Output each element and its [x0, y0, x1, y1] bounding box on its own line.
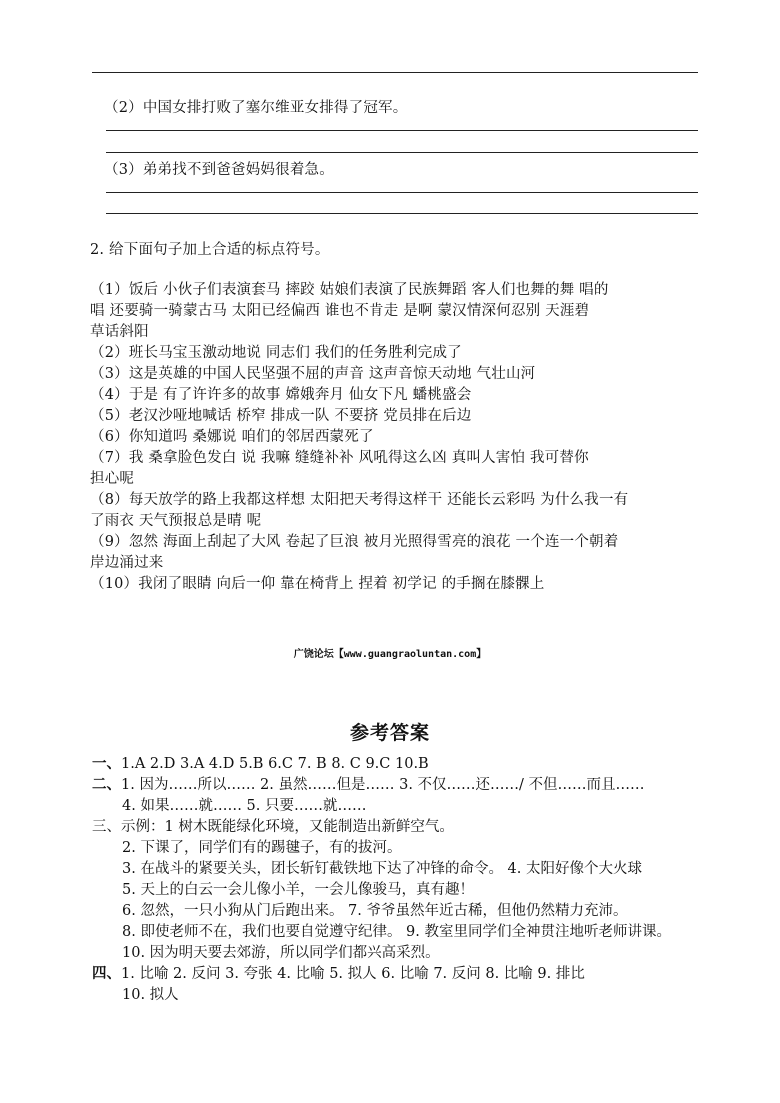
page-footer: 广饶论坛【www.guangraoluntan.com】	[293, 649, 487, 660]
punct-line: （9）忽然 海面上刮起了大风 卷起了巨浪 被月光照得雪亮的浪花 一个连一个朝着	[90, 534, 619, 550]
answer-section-label: 二、	[92, 776, 121, 793]
punct-line: （7）我 桑拿脸色发白 说 我嘛 缝缝补补 风吼得这么凶 真叫人害怕 我可替你	[90, 450, 589, 466]
answer-text: 1.A 2.D 3.A 4.D 5.B 6.C 7. B 8. C 9.C 10.B	[121, 756, 429, 772]
answer-section-label: 一、	[92, 755, 121, 772]
answer-row-1	[92, 752, 429, 773]
answer-line	[106, 130, 698, 131]
punct-line: （2）班长马宝玉激动地说 同志们 我们的任务胜利完成了	[90, 345, 462, 361]
answer-row-2	[92, 773, 645, 794]
answer-row: 8. 即使老师不在，我们也要自觉遵守纪律。 9. 教室里同学们全神贯注地听老师讲课。	[122, 924, 671, 940]
punct-line: （5）老汉沙哑地喊话 桥窄 排成一队 不要挤 党员排在后边	[90, 408, 472, 424]
punct-heading: 2. 给下面句子加上合适的标点符号。	[90, 242, 330, 258]
punct-line: 草话斜阳	[90, 324, 149, 340]
punct-line: （4）于是 有了许许多的故事 嫦娥奔月 仙女下凡 蟠桃盛会	[90, 387, 472, 403]
answer-text: 1. 因为……所以…… 2. 虽然……但是…… 3. 不仅……还……/ 不但……而且……	[121, 777, 645, 793]
punct-line: 担心呢	[90, 471, 135, 487]
answer-row: 三、示例：1 树木既能绿化环境，又能制造出新鲜空气。	[92, 819, 454, 835]
answer-row: 6. 忽然，一只小狗从门后跑出来。 7. 爷爷虽然年近古稀，但他仍然精力充沛。	[122, 903, 628, 919]
answer-row-4	[92, 962, 585, 983]
answer-line	[106, 192, 698, 193]
answer-row: 2. 下课了，同学们有的踢毽子，有的拔河。	[122, 840, 402, 856]
punct-line: （1）饭后 小伙子们表演套马 摔跤 姑娘们表演了民族舞蹈 客人们也舞的舞 唱的	[90, 282, 609, 298]
answers-title: 参考答案	[349, 722, 430, 744]
punct-line: 唱 还要骑一骑蒙古马 太阳已经偏西 谁也不肯走 是啊 蒙汉情深何忍别 天涯碧	[90, 303, 590, 319]
answer-row: 10. 因为明天要去郊游，所以同学们都兴高采烈。	[122, 945, 440, 961]
punct-line: （3）这是英雄的中国人民坚强不屈的声音 这声音惊天动地 气壮山河	[90, 366, 536, 382]
answer-row: 3. 在战斗的紧要关头，团长斩钉截铁地下达了冲锋的命令。 4. 太阳好像个大火球	[122, 861, 642, 877]
answer-row: 4. 如果……就…… 5. 只要……就……	[122, 798, 367, 814]
punct-line: 了雨衣 天气预报总是晴 呢	[90, 513, 262, 529]
rewrite-item-2: （2）中国女排打败了塞尔维亚女排得了冠军。	[104, 100, 408, 116]
punct-line: （10）我闭了眼睛 向后一仰 靠在椅背上 捏着 初学记 的手搁在膝髁上	[90, 576, 545, 592]
answer-section-label: 四、	[92, 965, 121, 982]
answer-row: 10. 拟人	[122, 987, 179, 1003]
top-rule	[92, 72, 698, 73]
punct-line: （8）每天放学的路上我都这样想 太阳把天考得这样干 还能长云彩吗 为什么我一有	[90, 492, 629, 508]
answer-line	[106, 213, 698, 214]
answer-text: 1. 比喻 2. 反问 3. 夸张 4. 比喻 5. 拟人 6. 比喻 7. 反问 8. 比喻 9. 排比	[121, 966, 585, 982]
answer-line	[106, 152, 698, 153]
punct-line: 岸边涌过来	[90, 555, 164, 571]
rewrite-item-3: （3）弟弟找不到爸爸妈妈很着急。	[104, 162, 334, 178]
answer-row: 5. 天上的白云一会儿像小羊，一会儿像骏马，真有趣！	[122, 882, 474, 898]
punct-line: （6）你知道吗 桑娜说 咱们的邻居西蒙死了	[90, 429, 374, 445]
